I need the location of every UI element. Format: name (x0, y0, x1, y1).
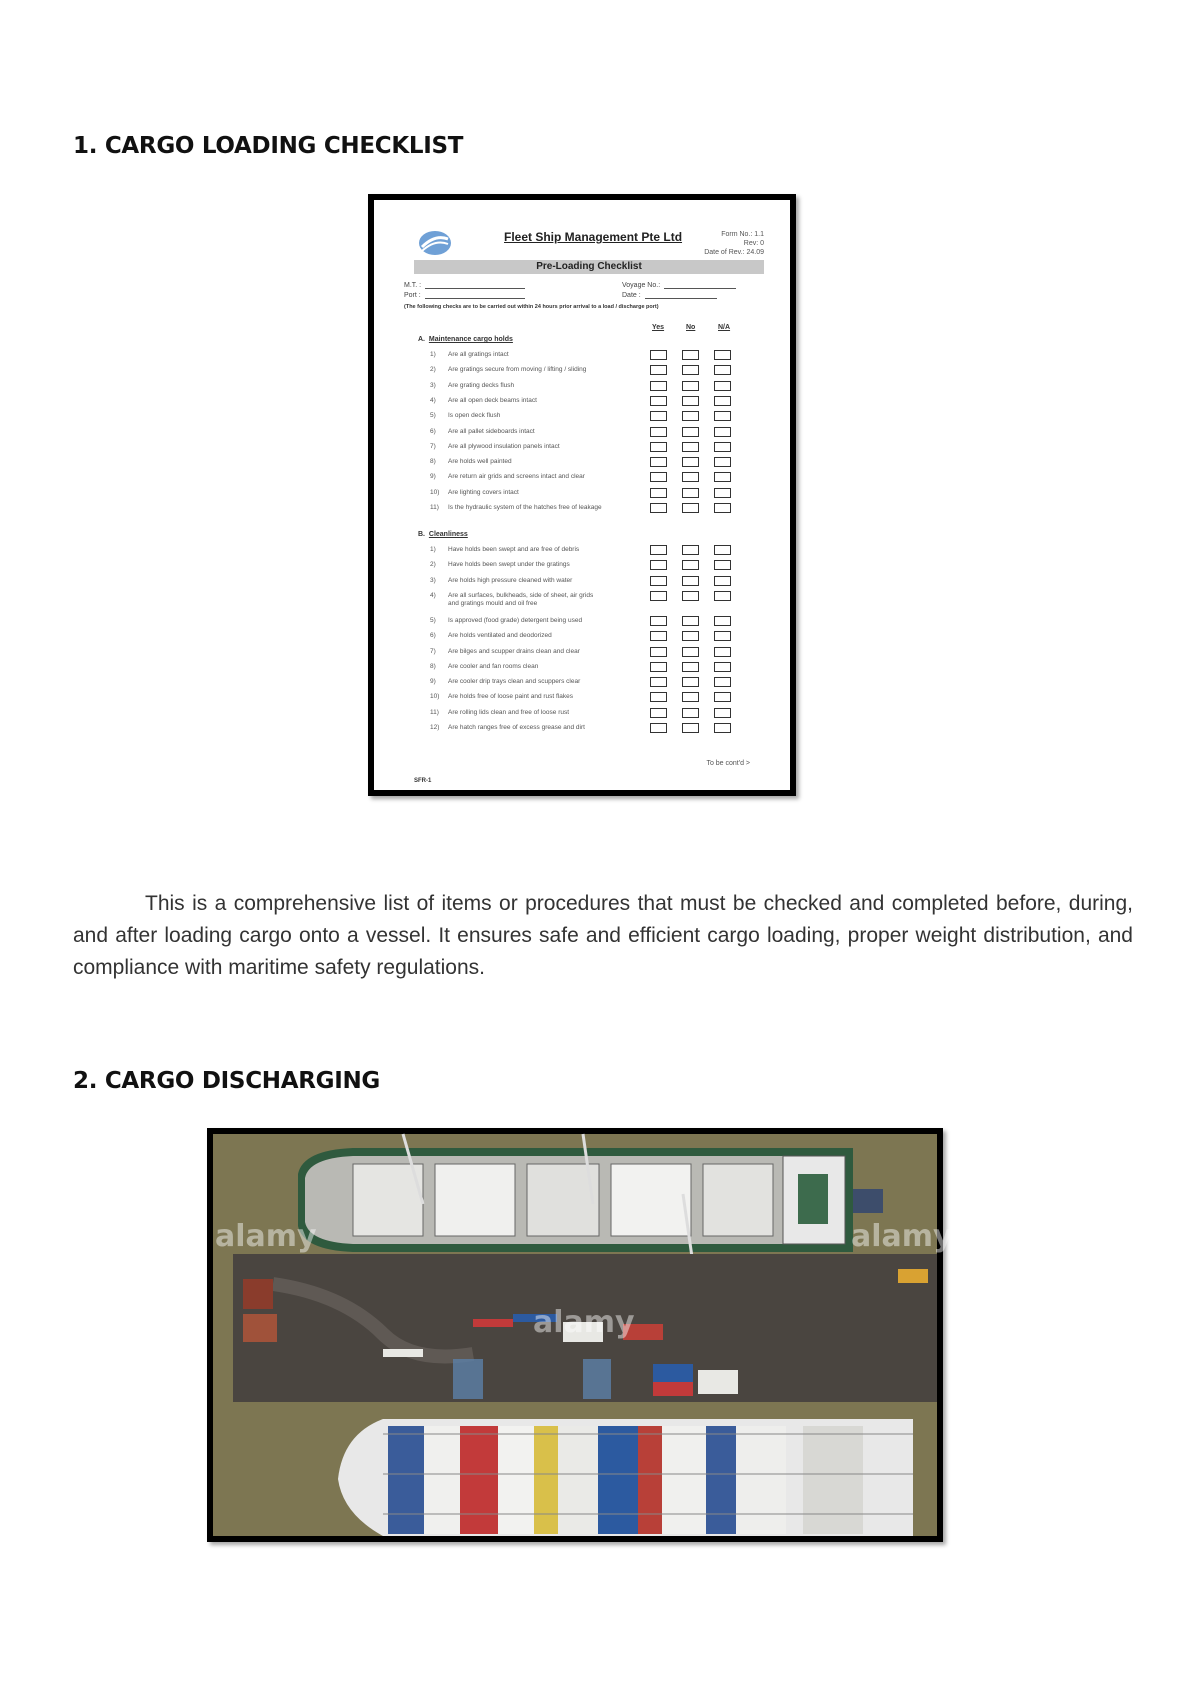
item-text: Are rolling lids clean and free of loose rust (448, 708, 570, 716)
column-yes: Yes (652, 324, 665, 331)
item-number: 4) (430, 396, 436, 404)
checkbox-na[interactable] (714, 560, 731, 570)
checklist-figure (368, 194, 796, 796)
item-number: 8) (430, 662, 436, 670)
checklist-item (430, 504, 660, 512)
item-text: Have holds been swept under the gratings (448, 561, 570, 569)
item-number: 1) (430, 546, 436, 553)
item-text: Are holds ventilated and deodorized (448, 632, 552, 640)
checkbox-na[interactable] (714, 576, 731, 586)
checklist-item (430, 678, 660, 686)
section-b-title: B. Cleanliness (418, 531, 468, 538)
item-text: Are gratings secure from moving / lifting / sliding (448, 366, 587, 374)
checklist-item (430, 577, 660, 585)
checklist-title: Pre-Loading Checklist (414, 260, 764, 274)
checkbox-no[interactable] (682, 350, 699, 360)
checkbox-yes[interactable] (650, 411, 667, 421)
checkbox-na[interactable] (714, 411, 731, 421)
checkbox-na[interactable] (714, 631, 731, 641)
checkbox-yes[interactable] (650, 381, 667, 391)
checkbox-na[interactable] (714, 692, 731, 702)
checklist-item (430, 663, 660, 671)
item-number: 1) (430, 351, 436, 358)
item-text: Are holds free of loose paint and rust flakes (448, 693, 574, 701)
item-text: Are grating decks flush (448, 381, 515, 389)
checkbox-yes[interactable] (650, 560, 667, 570)
item-number: 8) (430, 458, 436, 466)
checkbox-no[interactable] (682, 631, 699, 641)
checkbox-na[interactable] (714, 503, 731, 513)
description-paragraph: This is a comprehensive list of items or procedures that must be checked and completed before, during, and after loading cargo onto a vessel. It ensures safe and efficient cargo loading, proper weight distribution, and compliance with maritime safety regulations. (73, 892, 1133, 979)
checkbox-yes[interactable] (650, 442, 667, 452)
checkbox-no[interactable] (682, 411, 699, 421)
checkbox-na[interactable] (714, 381, 731, 391)
company-name: Fleet Ship Management Pte Ltd (504, 230, 683, 244)
company-logo-icon (418, 230, 452, 256)
checkbox-yes[interactable] (650, 350, 667, 360)
checkbox-na[interactable] (714, 723, 731, 733)
item-text: Are cooler drip trays clean and scuppers clear (448, 678, 581, 686)
checkbox-yes[interactable] (650, 576, 667, 586)
item-text: Are all pallet sideboards intact (448, 427, 535, 435)
form-code: SFR-1 (414, 778, 432, 784)
checklist-item (430, 693, 660, 701)
date-field: Date : (622, 292, 717, 299)
item-number: 11) (430, 708, 439, 716)
checkbox-na[interactable] (714, 427, 731, 437)
checkbox-no[interactable] (682, 442, 699, 452)
item-text: Are all open deck beams intact (448, 396, 537, 404)
checkbox-no[interactable] (682, 708, 699, 718)
item-number: 5) (430, 412, 436, 420)
checkbox-no[interactable] (682, 723, 699, 733)
checklist-item (430, 458, 660, 466)
checkbox-no[interactable] (682, 427, 699, 437)
item-text: Are hatch ranges free of excess grease and dirt (448, 724, 585, 731)
checkbox-no[interactable] (682, 677, 699, 687)
checkbox-yes[interactable] (650, 677, 667, 687)
checkbox-yes[interactable] (650, 647, 667, 657)
checklist-item (430, 473, 660, 481)
to-be-continued: To be cont'd > (706, 760, 750, 767)
item-text: Are lighting covers intact (448, 488, 519, 496)
checkbox-na[interactable] (714, 662, 731, 672)
item-text: Are all gratings intact (448, 351, 509, 358)
item-number: 2) (430, 366, 436, 374)
checkbox-na[interactable] (714, 457, 731, 467)
item-number: 4) (430, 591, 436, 599)
checkbox-yes[interactable] (650, 503, 667, 513)
checklist-item (430, 561, 660, 569)
port-field: Port : (404, 292, 525, 299)
item-number: 11) (430, 504, 439, 511)
checklist-item (430, 382, 660, 390)
checkbox-na[interactable] (714, 396, 731, 406)
checklist-note: (The following checks are to be carried out within 24 hours prior arrival to a load / discharge port) (404, 304, 659, 310)
checkbox-na[interactable] (714, 708, 731, 718)
checkbox-no[interactable] (682, 560, 699, 570)
pre-loading-checklist-document (374, 200, 790, 790)
watermark-center: alamy (533, 1305, 635, 1340)
checklist-item (430, 592, 660, 608)
checklist-item (430, 443, 660, 451)
checkbox-yes[interactable] (650, 472, 667, 482)
checkbox-yes[interactable] (650, 591, 667, 601)
item-text: Are cooler and fan rooms clean (448, 662, 539, 670)
form-number: Form No.: 1.1 (721, 231, 764, 238)
checkbox-no[interactable] (682, 576, 699, 586)
checkbox-no[interactable] (682, 503, 699, 513)
section-a-title: A. Maintenance cargo holds (418, 336, 513, 343)
container-ship (338, 1419, 913, 1536)
watermark-right: alamy (851, 1219, 953, 1254)
checkbox-na[interactable] (714, 442, 731, 452)
item-text: Is approved (food grade) detergent being used (448, 616, 583, 624)
checkbox-yes[interactable] (650, 365, 667, 375)
item-text: Are holds high pressure cleaned with water (448, 576, 573, 584)
checkbox-no[interactable] (682, 662, 699, 672)
checkbox-no[interactable] (682, 472, 699, 482)
checkbox-na[interactable] (714, 472, 731, 482)
item-number: 6) (430, 632, 436, 640)
checkbox-no[interactable] (682, 647, 699, 657)
checkbox-no[interactable] (682, 457, 699, 467)
checkbox-yes[interactable] (650, 545, 667, 555)
item-number: 6) (430, 427, 436, 435)
checkbox-no[interactable] (682, 545, 699, 555)
checklist-item (430, 489, 660, 497)
item-number: 2) (430, 561, 436, 569)
item-text: Are all plywood insulation panels intact (448, 442, 560, 450)
checkbox-yes[interactable] (650, 396, 667, 406)
checklist-item (430, 428, 660, 436)
checkbox-yes[interactable] (650, 723, 667, 733)
item-number: 7) (430, 647, 436, 655)
item-number: 7) (430, 442, 436, 450)
item-number: 10) (430, 488, 440, 496)
checklist-item (430, 351, 660, 359)
checkbox-yes[interactable] (650, 631, 667, 641)
item-text: Are holds well painted (448, 458, 512, 466)
checkbox-no[interactable] (682, 591, 699, 601)
voyage-field: Voyage No.: (622, 282, 736, 289)
item-text: Is the hydraulic system of the hatches free of leakage (448, 504, 602, 511)
column-na: N/A (718, 324, 731, 331)
checklist-item (430, 546, 660, 554)
item-number: 3) (430, 576, 436, 584)
item-text-continued: and gratings mould and oil free (448, 599, 538, 607)
bulk-carrier-ship (298, 1134, 883, 1264)
revision-date: Date of Rev.: 24.09 (704, 249, 764, 256)
item-number: 10) (430, 693, 440, 701)
checklist-item (430, 397, 660, 405)
checkbox-no[interactable] (682, 381, 699, 391)
checkbox-yes[interactable] (650, 616, 667, 626)
checkbox-no[interactable] (682, 692, 699, 702)
checklist-item (430, 412, 660, 420)
checklist-item (430, 632, 660, 640)
item-number: 3) (430, 381, 436, 389)
item-text: Is open deck flush (448, 412, 501, 420)
checkbox-yes[interactable] (650, 692, 667, 702)
checkbox-yes[interactable] (650, 488, 667, 498)
item-text: Are bilges and scupper drains clean and clear (448, 647, 580, 655)
revision-number: Rev: 0 (743, 240, 764, 247)
checkbox-na[interactable] (714, 488, 731, 498)
checklist-item (430, 709, 660, 717)
item-number: 12) (430, 724, 440, 731)
aerial-port-illustration (213, 1134, 953, 1536)
checkbox-na[interactable] (714, 365, 731, 375)
watermark-left: alamy (215, 1219, 317, 1254)
item-text: Are all surfaces, bulkheads, side of sheet, air grids (448, 591, 594, 599)
checkbox-yes[interactable] (650, 427, 667, 437)
checklist-item (430, 366, 660, 374)
checklist-item (430, 724, 660, 732)
item-number: 9) (430, 678, 436, 686)
item-number: 9) (430, 473, 436, 481)
checklist-item (430, 617, 660, 625)
column-no: No (686, 324, 696, 331)
checkbox-yes[interactable] (650, 708, 667, 718)
mt-field: M.T. : (404, 282, 525, 289)
checkbox-yes[interactable] (650, 662, 667, 672)
checkbox-na[interactable] (714, 647, 731, 657)
checkbox-no[interactable] (682, 616, 699, 626)
checkbox-na[interactable] (714, 350, 731, 360)
revision-info (704, 230, 764, 257)
checkbox-na[interactable] (714, 591, 731, 601)
checkbox-na[interactable] (714, 677, 731, 687)
item-text: Have holds been swept and are free of debris (448, 546, 580, 553)
port-discharge-photo (207, 1128, 953, 1542)
item-text: Are return air grids and screens intact and clear (448, 473, 585, 481)
checklist-item (430, 648, 660, 656)
checkbox-yes[interactable] (650, 457, 667, 467)
checkbox-no[interactable] (682, 396, 699, 406)
item-number: 5) (430, 616, 436, 624)
checkbox-na[interactable] (714, 616, 731, 626)
checkbox-no[interactable] (682, 365, 699, 375)
section-heading-cargo-discharging: 2. CARGO DISCHARGING (73, 1068, 380, 1094)
checkbox-no[interactable] (682, 488, 699, 498)
section-heading-cargo-loading: 1. CARGO LOADING CHECKLIST (73, 133, 464, 159)
checkbox-na[interactable] (714, 545, 731, 555)
